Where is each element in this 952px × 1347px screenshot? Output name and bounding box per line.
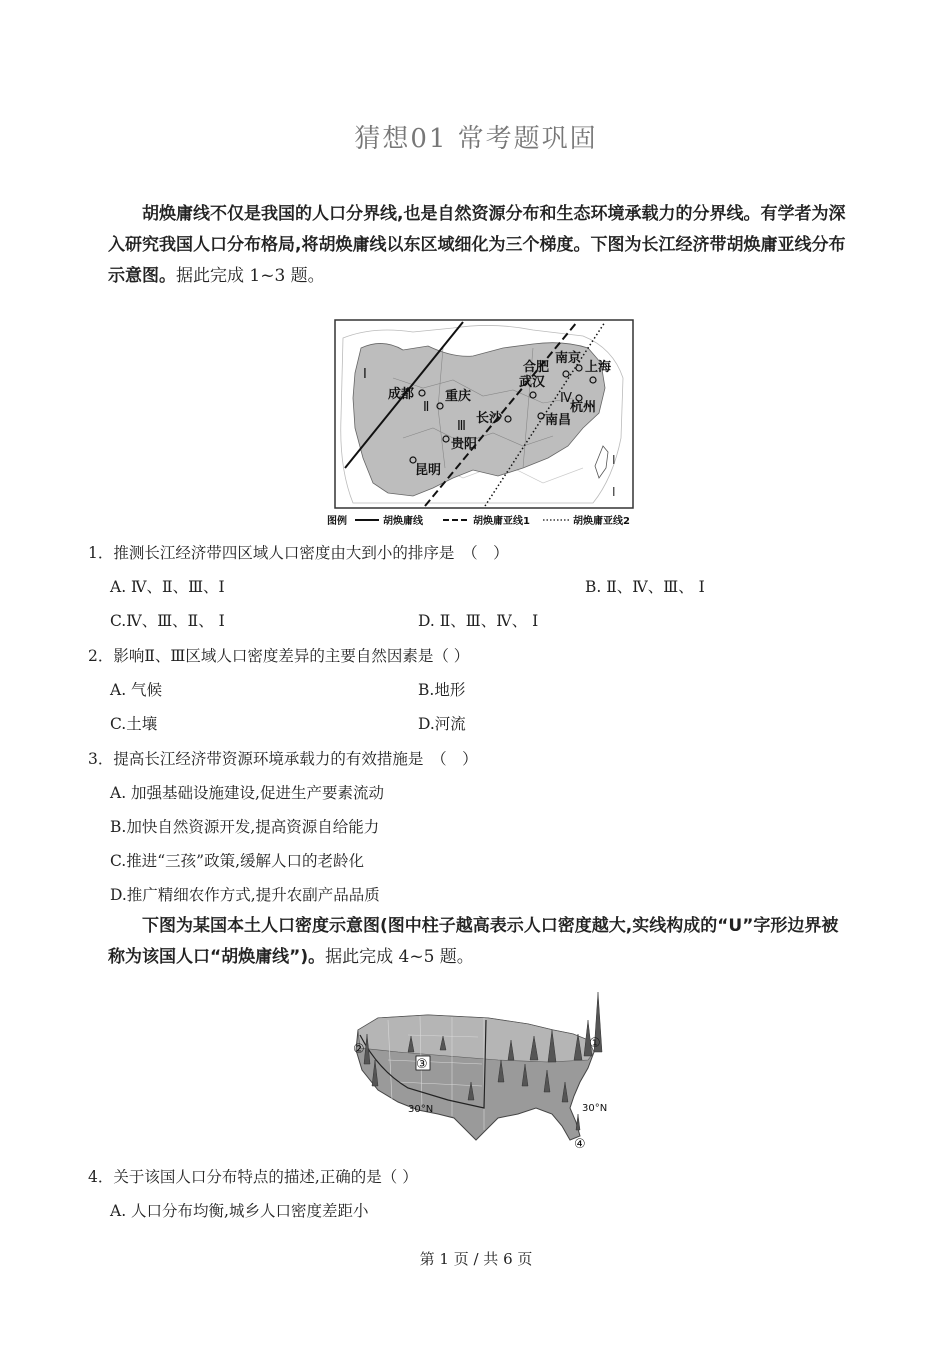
question-4-stem: 4．关于该国人口分布特点的描述,正确的是（ ）: [88, 1168, 418, 1186]
intro1-line3-tail: 据此完成 1~3 题。: [176, 266, 325, 286]
question-2-stem: 2．影响Ⅱ、Ⅲ区域人口密度差异的主要自然因素是（ ）: [88, 647, 470, 665]
intro2-line2: 称为该国人口“胡焕庸线”)。: [108, 947, 326, 967]
city-chengdu: 成都: [388, 387, 415, 402]
region-label-I: I: [363, 367, 367, 382]
city-hangzhou: 杭州: [570, 400, 597, 415]
intro1-line3: 示意图。: [108, 266, 176, 286]
page-footer: 第 1 页 / 共 6 页: [419, 1250, 533, 1268]
question-3-stem: 3．提高长江经济带资源环境承载力的有效措施是 （ ）: [88, 750, 478, 768]
legend-sub-line-2: 胡焕庸亚线2: [573, 516, 630, 527]
marker-3: ③: [416, 1057, 428, 1072]
q4-option-a: A. 人口分布均衡,城乡人口密度差距小: [110, 1202, 369, 1220]
yangtze-economic-belt-map: [327, 318, 635, 530]
latitude-label-right: 30°N: [582, 1103, 608, 1114]
q1-option-b: B. Ⅱ、Ⅳ、Ⅲ、 Ⅰ: [585, 578, 705, 596]
region-label-III: Ⅲ: [457, 419, 466, 434]
city-nanchang: 南昌: [545, 413, 572, 428]
q3-option-b: B.加快自然资源开发,提高资源自给能力: [110, 818, 380, 836]
q3-option-c: C.推进“三孩”政策,缓解人口的老龄化: [110, 852, 365, 870]
intro2-line1: 下图为某国本土人口密度示意图(图中柱子越高表示人口密度越大,实线构成的“U”字形边界被: [142, 916, 839, 936]
city-shanghai: 上海: [585, 360, 612, 375]
q3-option-a: A. 加强基础设施建设,促进生产要素流动: [110, 784, 384, 802]
city-changsha: 长沙: [476, 411, 503, 426]
q1-option-a: A. Ⅳ、Ⅱ、Ⅲ、Ⅰ: [110, 578, 225, 596]
city-chongqing: 重庆: [445, 389, 472, 404]
city-wuhan: 武汉: [519, 375, 546, 390]
marker-1: ①: [589, 1036, 601, 1051]
legend-sub-line-1: 胡焕庸亚线1: [473, 516, 530, 527]
q3-option-d: D.推广精细农作方式,提升农副产品品质: [110, 886, 380, 904]
city-hefei: 合肥: [523, 360, 550, 375]
intro1-line2: 入研究我国人口分布格局,将胡焕庸线以东区域细化为三个梯度。下图为长江经济带胡焕庸亚线分布: [108, 235, 846, 255]
legend-hu-line: 胡焕庸线: [383, 516, 423, 527]
legend-label: 图例: [327, 516, 347, 527]
marker-4: ④: [574, 1137, 586, 1152]
intro-paragraph-1: [108, 199, 868, 292]
q2-option-a: A. 气候: [110, 681, 163, 699]
q2-option-c: C.土壤: [110, 715, 158, 733]
svg-text:I: I: [612, 453, 616, 467]
marker-2: ②: [353, 1042, 365, 1057]
q2-option-b: B.地形: [418, 681, 466, 699]
city-nanjing: 南京: [555, 351, 582, 366]
q1-option-d: D. Ⅱ、Ⅲ、Ⅳ、 Ⅰ: [418, 612, 539, 630]
intro-paragraph-2: [108, 911, 868, 973]
q2-option-d: D.河流: [418, 715, 466, 733]
city-kunming: 昆明: [415, 463, 442, 478]
svg-text:I: I: [612, 485, 616, 499]
latitude-label-left: 30°N: [408, 1104, 434, 1115]
question-1-stem: 1．推测长江经济带四区域人口密度由大到小的排序是 （ ）: [88, 544, 509, 562]
population-density-3d-map: [348, 990, 612, 1152]
region-label-IV: Ⅳ: [560, 391, 572, 406]
map1-legend: [327, 514, 630, 527]
region-label-II: Ⅱ: [423, 400, 430, 415]
intro2-line2-tail: 据此完成 4~5 题。: [325, 947, 474, 967]
intro1-line1: 胡焕庸线不仅是我国的人口分界线,也是自然资源分布和生态环境承载力的分界线。有学者为深: [142, 204, 846, 224]
city-guiyang: 贵阳: [451, 437, 478, 452]
q1-option-c: C.Ⅳ、Ⅲ、Ⅱ、 Ⅰ: [110, 612, 225, 630]
page-title: 猜想01 常考题巩固: [354, 124, 598, 154]
